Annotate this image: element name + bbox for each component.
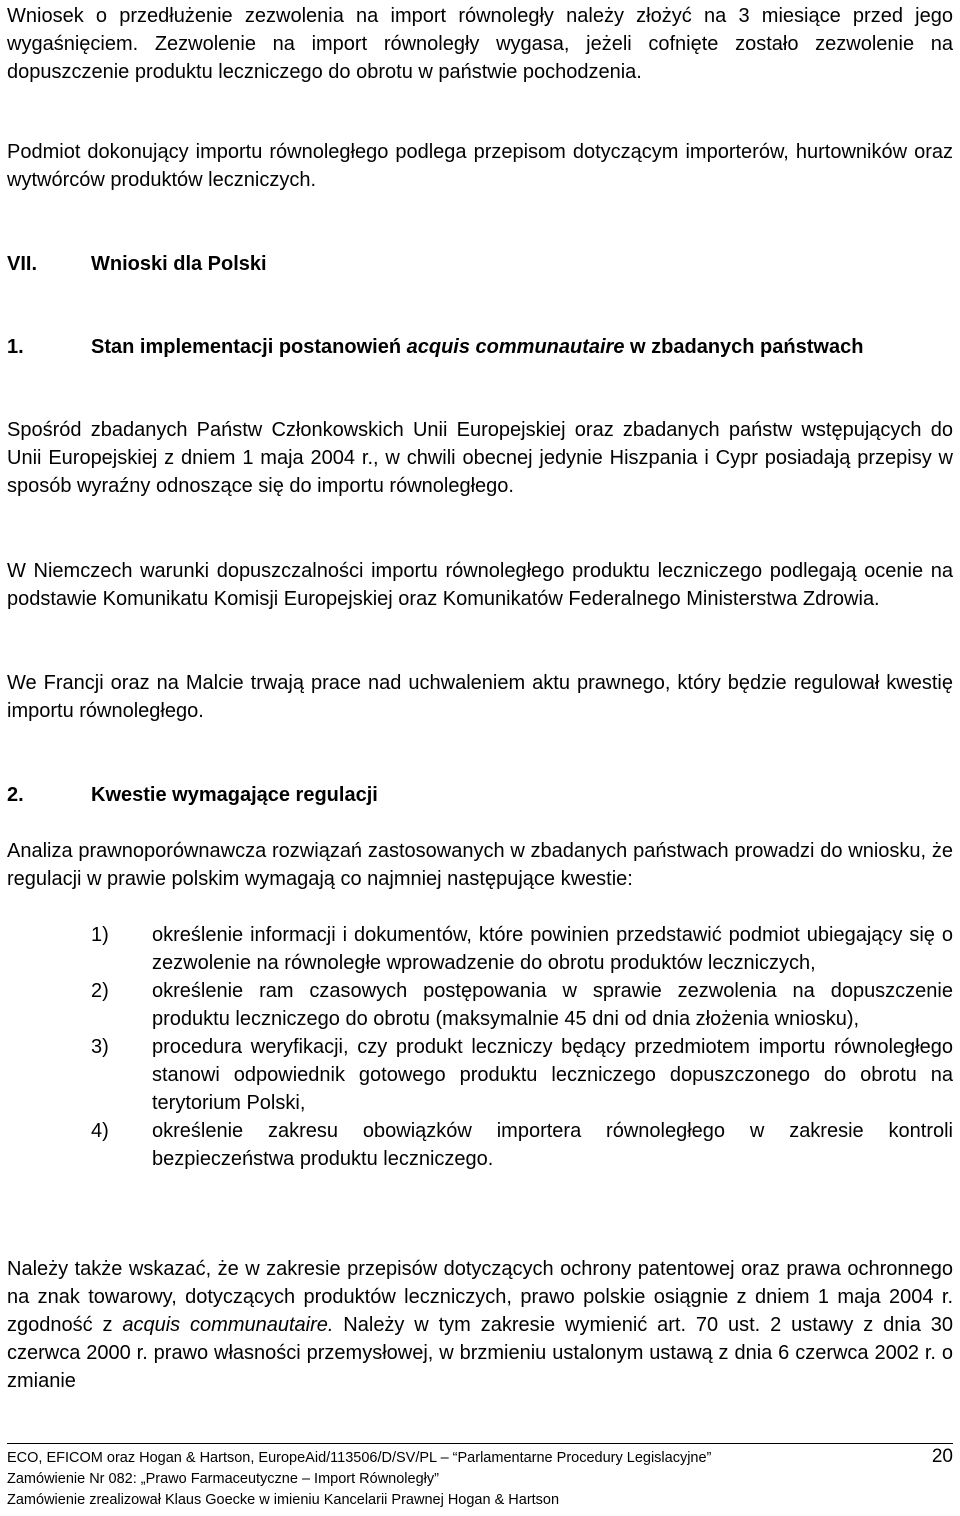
subsection-number-2: 2. <box>7 784 24 806</box>
list-item-number: 2) <box>91 980 109 1002</box>
page-number: 20 <box>931 1446 953 1467</box>
regulation-issues-list <box>7 921 953 1173</box>
footer-line-3: Zamówienie zrealizował Klaus Goecke w imieniu Kancelarii Prawnej Hogan & Hartson <box>7 1492 560 1508</box>
subsection-title-1 <box>91 333 953 361</box>
list-item-text: procedura weryfikacji, czy produkt leczniczy będący przedmiotem importu równoległego stanowi odpowiednik gotowego produktu leczniczego dopuszczonego do obrotu na terytorium Polski, <box>152 1036 953 1114</box>
list-item-number: 1) <box>91 924 109 946</box>
list-item <box>7 977 953 1033</box>
paragraph-patent-italic: acquis communautaire. <box>122 1314 334 1336</box>
subsection-title-1-end: w zbadanych państwach <box>624 336 864 358</box>
subsection-number-1: 1. <box>7 336 24 358</box>
subsection-title-1-start: Stan implementacji postanowień <box>91 336 407 358</box>
paragraph-extension-request: Wniosek o przedłużenie zezwolenia na import równoległy należy złożyć na 3 miesiące przed jego wygaśnięciem. Zezwolenie na import równoległy wygasa, jeżeli cofnięte zostało zezwolenie na dopuszczenie produktu leczniczego do obrotu w państwie pochodzenia. <box>7 5 953 83</box>
paragraph-comparative-analysis: Analiza prawnoporównawcza rozwiązań zastosowanych w zbadanych państwach prowadzi do wniosku, że regulacji w prawie polskim wymagają co najmniej następujące kwestie: <box>7 840 953 890</box>
paragraph-patent-protection <box>7 1255 953 1395</box>
footer-divider <box>7 1443 953 1444</box>
subsection-title-2: Kwestie wymagające regulacji <box>91 784 378 806</box>
list-item-text: określenie ram czasowych postępowania w sprawie zezwolenia na dopuszczenie produktu leczniczego do obrotu (maksymalnie 45 dni od dnia złożenia wniosku), <box>152 980 953 1030</box>
list-item-text: określenie informacji i dokumentów, które powinien przedstawić podmiot ubiegający się o zezwolenie na równoległe wprowadzenie do obrotu produktów leczniczych, <box>152 924 953 974</box>
list-item-text: określenie zakresu obowiązków importera równoległego w zakresie kontroli bezpieczeństwa produktu leczniczego. <box>152 1120 953 1170</box>
paragraph-germany: W Niemczech warunki dopuszczalności importu równoległego produktu leczniczego podlegają ocenie na podstawie Komunikatu Komisji Europejskiej oraz Komunikatów Federalnego Ministerstwa Zdrowia. <box>7 560 953 610</box>
paragraph-patent-start: Należy także wskazać, że w zakresie przepisów dotyczących ochrony patentowej oraz prawa ochronnego na znak towarowy, dotyczących produktów leczniczych, prawo polskie osiągnie z dniem 1 maja 2004 r. zgodność z <box>7 1258 953 1336</box>
paragraph-implementation-status: Spośród zbadanych Państw Członkowskich Unii Europejskiej oraz zbadanych państw wstępujących do Unii Europejskiej z dniem 1 maja 2004 r., w chwili obecnej jedynie Hiszpania i Cypr posiadają przepisy w sposób wyraźny odnoszące się do importu równoległego. <box>7 419 953 497</box>
subsection-title-1-italic: acquis communautaire <box>406 336 625 358</box>
paragraph-importer-obligations: Podmiot dokonujący importu równoległego podlega przepisom dotyczącym importerów, hurtowników oraz wytwórców produktów leczniczych. <box>7 141 953 191</box>
footer-line-1: ECO, EFICOM oraz Hogan & Hartson, EuropeAid/113506/D/SV/PL – “Parlamentarne Procedury Legislacyjne” <box>7 1450 712 1466</box>
section-number: VII. <box>7 253 38 275</box>
list-item <box>7 921 953 977</box>
list-item-number: 3) <box>91 1036 109 1058</box>
page-footer <box>7 1448 953 1511</box>
list-item <box>7 1117 953 1173</box>
list-item <box>7 1033 953 1117</box>
section-title: Wnioski dla Polski <box>91 253 267 275</box>
paragraph-france-malta: We Francji oraz na Malcie trwają prace nad uchwaleniem aktu prawnego, który będzie regulował kwestię importu równoległego. <box>7 672 953 722</box>
list-item-number: 4) <box>91 1120 109 1142</box>
paragraph-patent-end: Należy w tym zakresie wymienić art. 70 ust. 2 ustawy z dnia 30 czerwca 2000 r. prawo własności przemysłowej, w brzmieniu ustalonym ustawą z dnia 6 czerwca 2002 r. o zmianie <box>7 1314 953 1392</box>
footer-line-2: Zamówienie Nr 082: „Prawo Farmaceutyczne – Import Równoległy” <box>7 1471 439 1487</box>
